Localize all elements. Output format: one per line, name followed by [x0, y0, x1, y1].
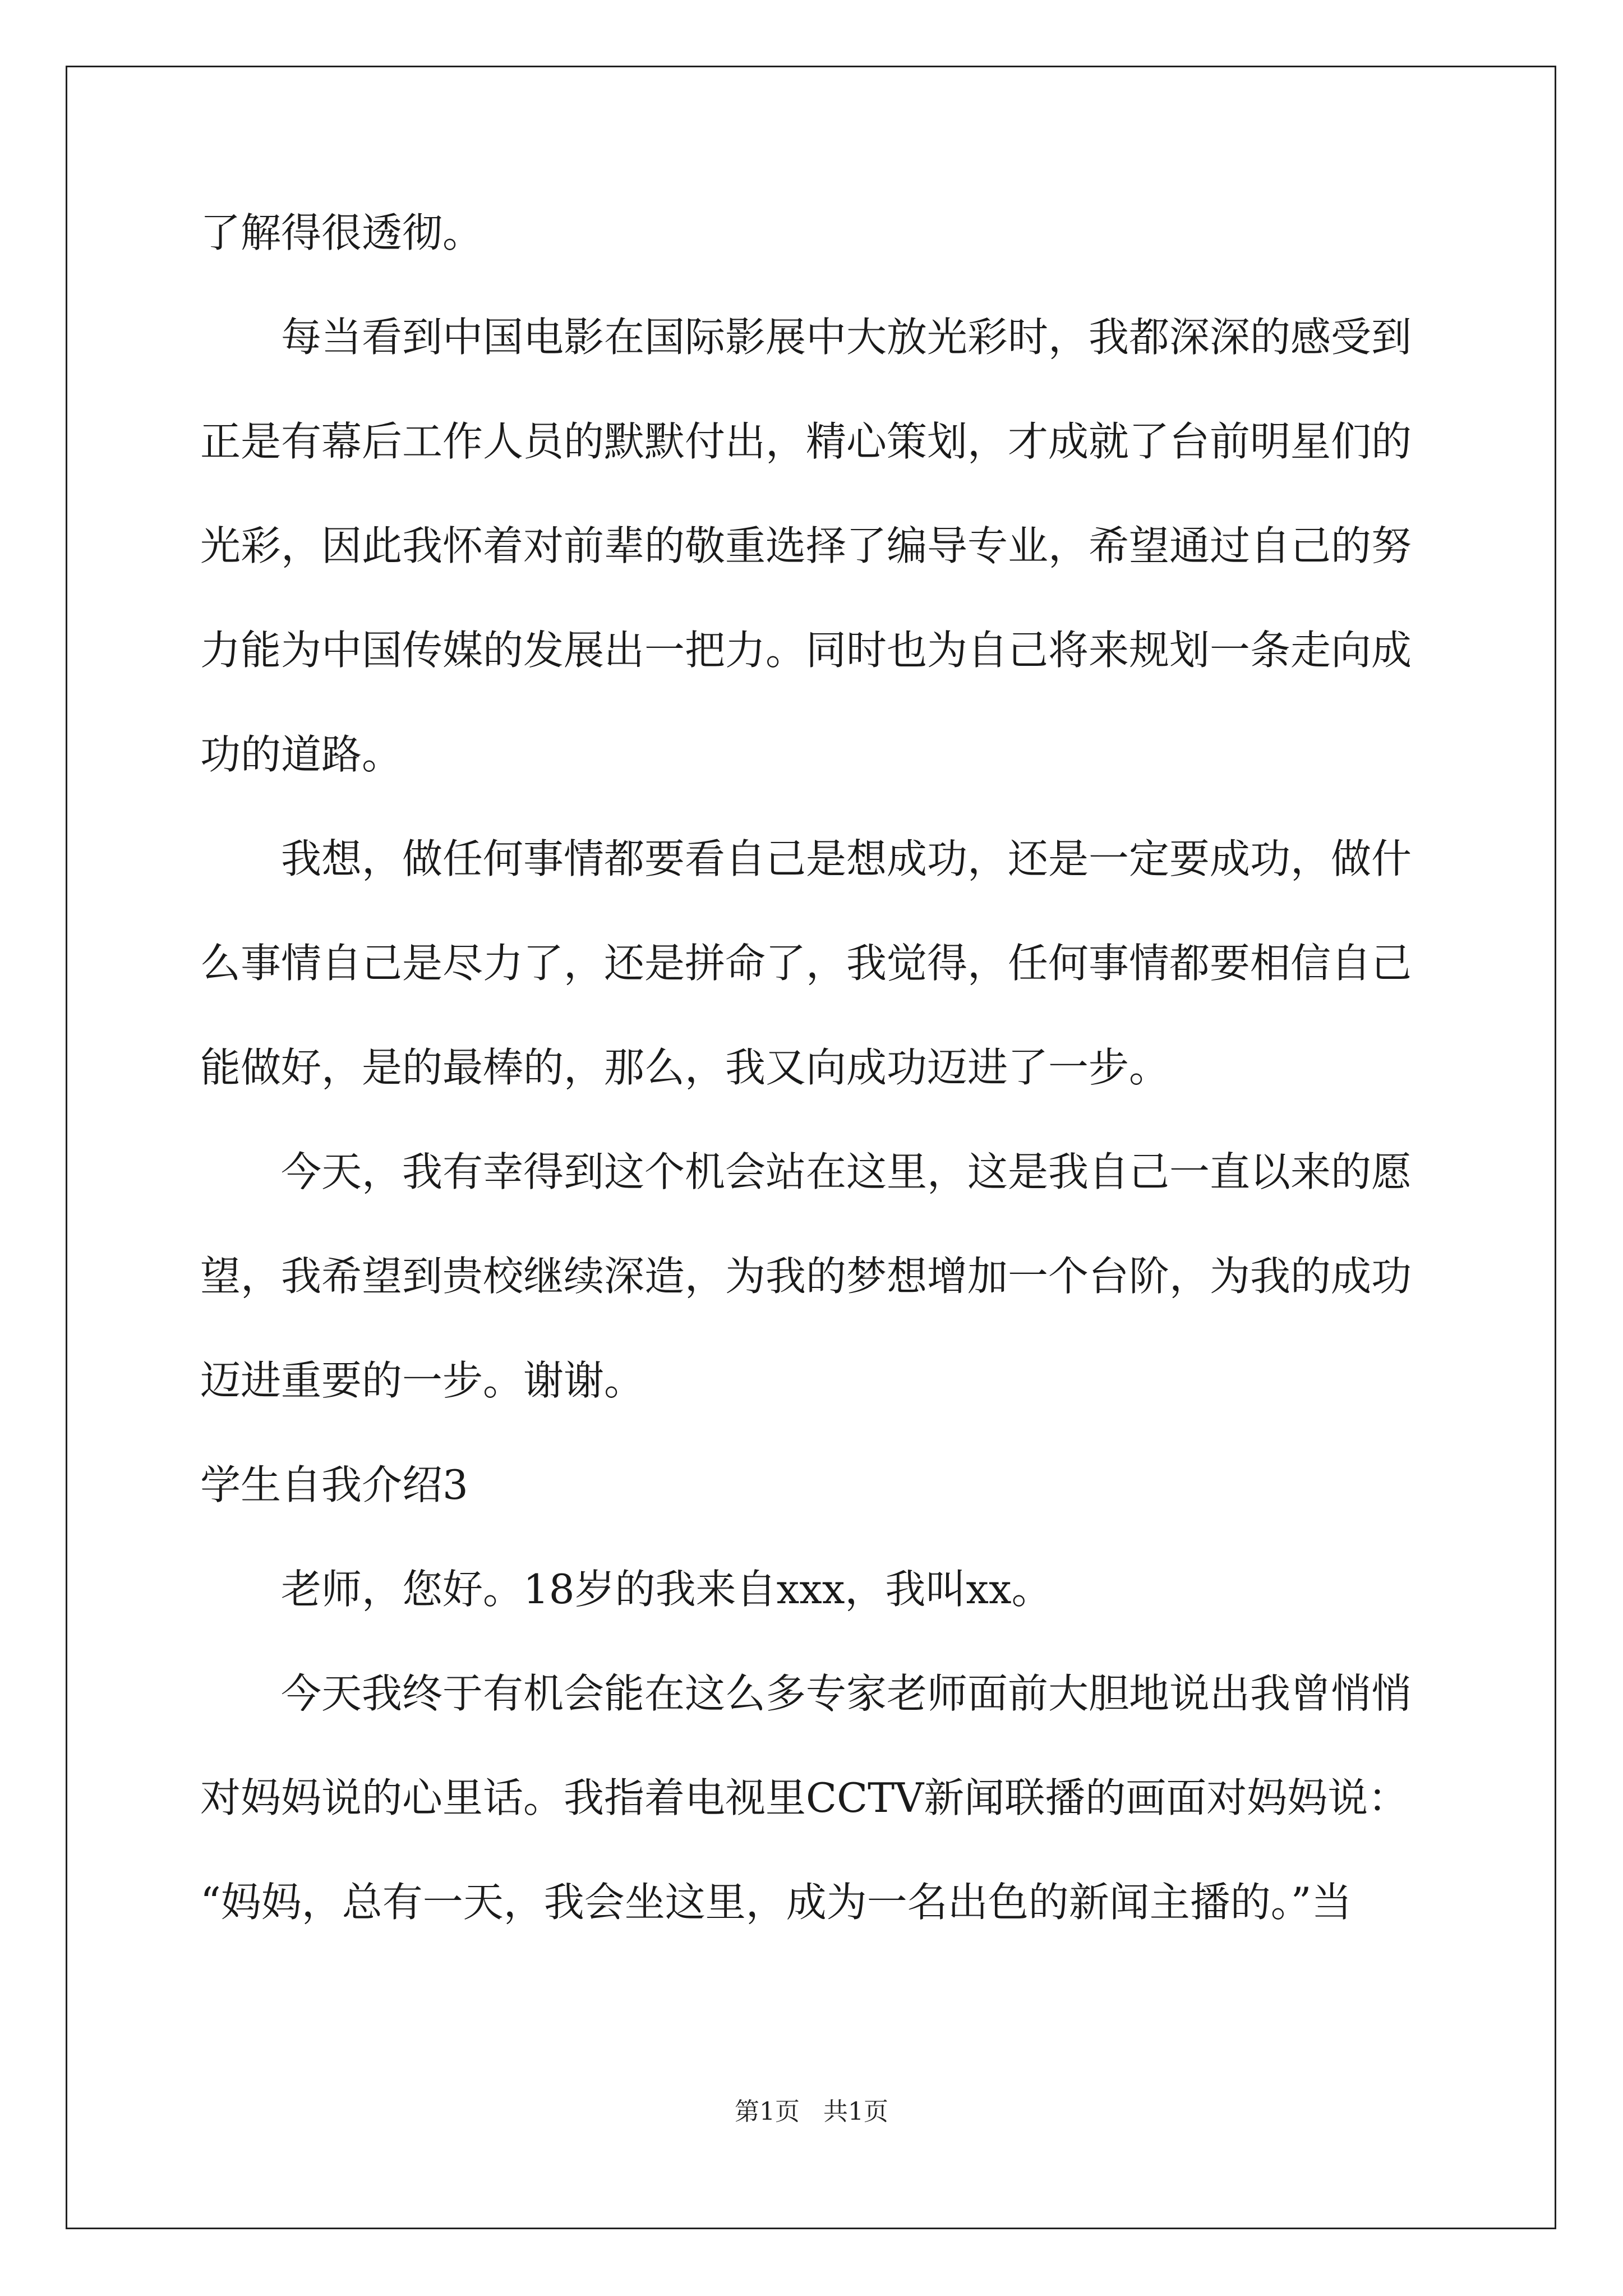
text-line: 力能为中国传媒的发展出一把力。同时也为自己将来规划一条走向成: [200, 627, 1412, 674]
text-line: 老师，您好。18岁的我来自xxx，我叫xx。: [281, 1566, 1052, 1613]
text-line: 每当看到中国电影在国际影展中大放光彩时，我都深深的感受到: [281, 314, 1412, 361]
page-number-footer: 第1页 共1页: [735, 2097, 888, 2126]
text-line: 我想，做任何事情都要看自己是想成功，还是一定要成功，做什: [281, 835, 1412, 882]
text-line: 迈进重要的一步。谢谢。: [200, 1357, 645, 1404]
text-line: 能做好，是的最棒的，那么，我又向成功迈进了一步。: [200, 1044, 1170, 1091]
text-line: 今天我终于有机会能在这么多专家老师面前大胆地说出我曾悄悄: [281, 1670, 1412, 1717]
text-line: 么事情自己是尽力了，还是拼命了，我觉得，任何事情都要相信自己: [200, 940, 1412, 987]
section-heading: 学生自我介绍3: [200, 1461, 468, 1508]
text-line: 正是有幕后工作人员的默默付出，精心策划，才成就了台前明星们的: [200, 418, 1412, 465]
text-line: 了解得很透彻。: [200, 209, 483, 256]
text-line: 望，我希望到贵校继续深造，为我的梦想增加一个台阶，为我的成功: [200, 1253, 1412, 1300]
text-line: “妈妈，总有一天，我会坐这里，成为一名出色的新闻主播的。”当: [200, 1879, 1352, 1926]
text-line: 对妈妈说的心里话。我指着电视里CCTV新闻联播的画面对妈妈说：: [200, 1774, 1409, 1821]
text-line: 功的道路。: [200, 731, 403, 778]
text-line: 光彩，因此我怀着对前辈的敬重选择了编导专业，希望通过自己的努: [200, 522, 1412, 569]
text-line: 今天，我有幸得到这个机会站在这里，这是我自己一直以来的愿: [281, 1148, 1412, 1195]
